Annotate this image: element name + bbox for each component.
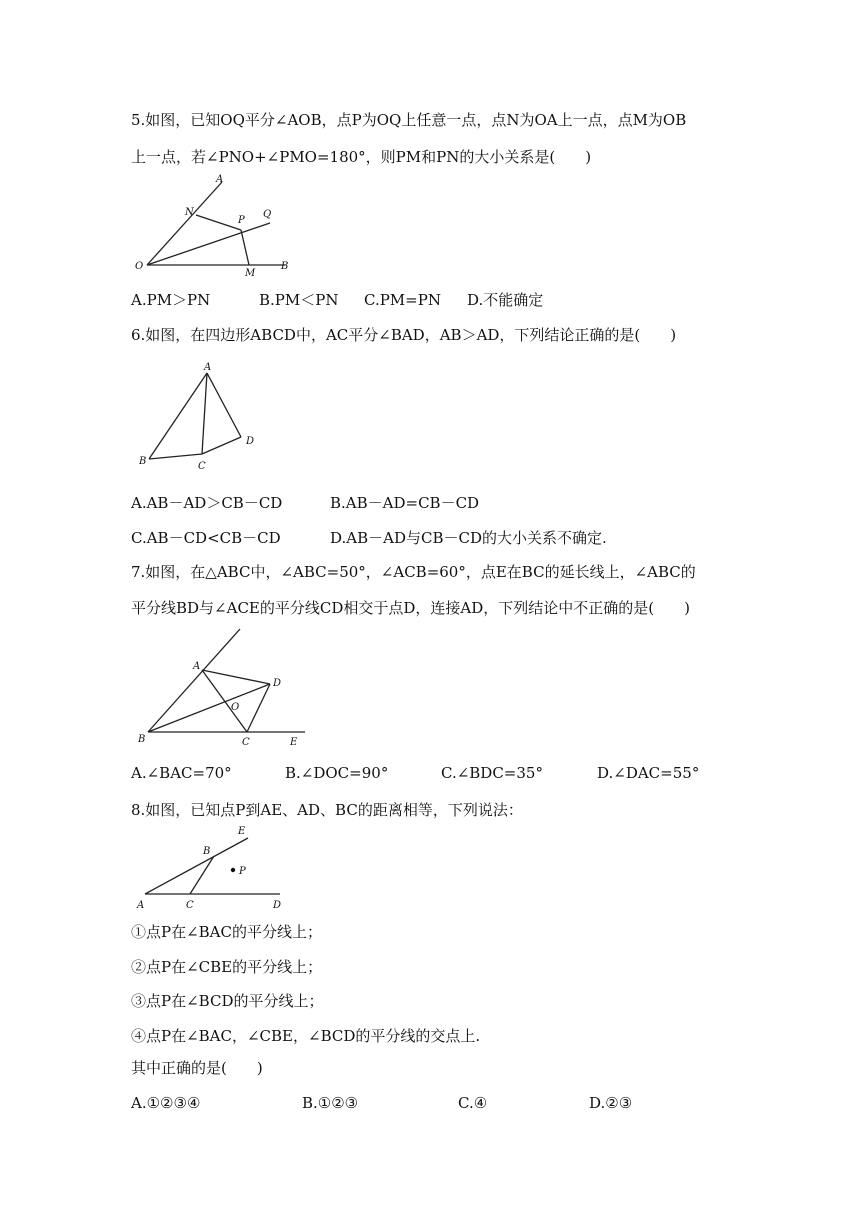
q8-statement-3: ③点P在∠BCD的平分线上； [131,992,324,1010]
label-B: B [138,734,146,745]
label-B: B [139,456,147,467]
q5-figure [130,170,300,280]
label-B: B [203,846,211,857]
q8-prompt: 其中正确的是( ) [131,1059,263,1077]
label-C: C [242,737,250,748]
segment-AD [207,373,241,437]
q7-figure [130,622,320,752]
q6-stem-line1: 6.如图，在四边形ABCD中，AC平分∠BAD，AB＞AD，下列结论正确的是( ) [131,326,677,344]
ray-BA-extended [148,629,240,732]
q8-statement-2: ②点P在∠CBE的平分线上； [131,958,323,976]
label-A: A [193,661,201,672]
segment-BC [149,454,202,459]
segment-BD [148,684,270,732]
segment-AC [202,670,247,732]
label-E: E [290,737,298,748]
label-Q: Q [263,209,272,220]
q5-option-d: D.不能确定 [467,291,544,309]
q5-stem-line2: 上一点，若∠PNO+∠PMO=180°，则PM和PN的大小关系是( ) [131,148,592,166]
q8-option-c: C.④ [458,1094,488,1112]
q6-option-a: A.AB－AD＞CB－CD [131,494,283,512]
label-N: N [185,207,194,218]
label-M: M [245,268,256,279]
segment-CD [202,437,241,454]
q8-option-b: B.①②③ [302,1094,359,1112]
q8-figure [130,822,300,912]
q6-option-b: B.AB－AD=CB－CD [330,494,480,512]
q5-option-c: C.PM=PN [364,291,441,309]
label-C: C [198,461,206,472]
segment-NP [196,215,241,230]
q5-option-a: A.PM＞PN [131,291,211,309]
label-A: A [137,900,145,911]
label-A: A [204,362,212,373]
q7-option-a: A.∠BAC=70° [131,764,232,782]
segment-AB [149,373,207,459]
q8-option-a: A.①②③④ [131,1094,201,1112]
q8-option-d: D.②③ [589,1094,633,1112]
label-C: C [186,900,194,911]
q7-option-c: C.∠BDC=35° [441,764,543,782]
ray-AE [145,838,248,894]
segment-AC [202,373,207,454]
q7-stem-line2: 平分线BD与∠ACE的平分线CD相交于点D，连接AD，下列结论中不正确的是( ) [131,599,690,617]
q8-statement-4: ④点P在∠BAC，∠CBE，∠BCD的平分线的交点上. [131,1027,481,1045]
segment-AD [202,670,270,684]
q6-option-d: D.AB－AD与CB－CD的大小关系不确定. [330,529,607,547]
q7-option-b: B.∠DOC=90° [285,764,389,782]
label-D: D [246,436,255,447]
label-D: D [273,678,282,689]
q6-figure [130,358,270,478]
label-A: A [216,174,224,185]
label-O: O [135,261,144,272]
q5-option-b: B.PM＜PN [259,291,339,309]
q8-statement-1: ①点P在∠BAC的平分线上； [131,923,322,941]
q7-option-d: D.∠DAC=55° [597,764,700,782]
q7-stem-line1: 7.如图，在△ABC中，∠ABC=50°，∠ACB=60°，点E在BC的延长线上，∠ABC的 [131,563,696,581]
label-E: E [238,826,246,837]
segment-CB [190,856,214,894]
label-P: P [238,215,245,226]
label-B: B [281,261,289,272]
q5-stem-line1: 5.如图，已知OQ平分∠AOB，点P为OQ上任意一点，点N为OA上一点，点M为OB [131,111,687,129]
point-P [231,868,235,872]
q6-option-c: C.AB－CD<CB－CD [131,529,281,547]
q8-stem-line1: 8.如图，已知点P到AE、AD、BC的距离相等，下列说法： [131,801,523,819]
label-O: O [231,702,240,713]
segment-PM [241,230,249,265]
label-P: P [239,866,246,877]
label-D: D [273,900,282,911]
